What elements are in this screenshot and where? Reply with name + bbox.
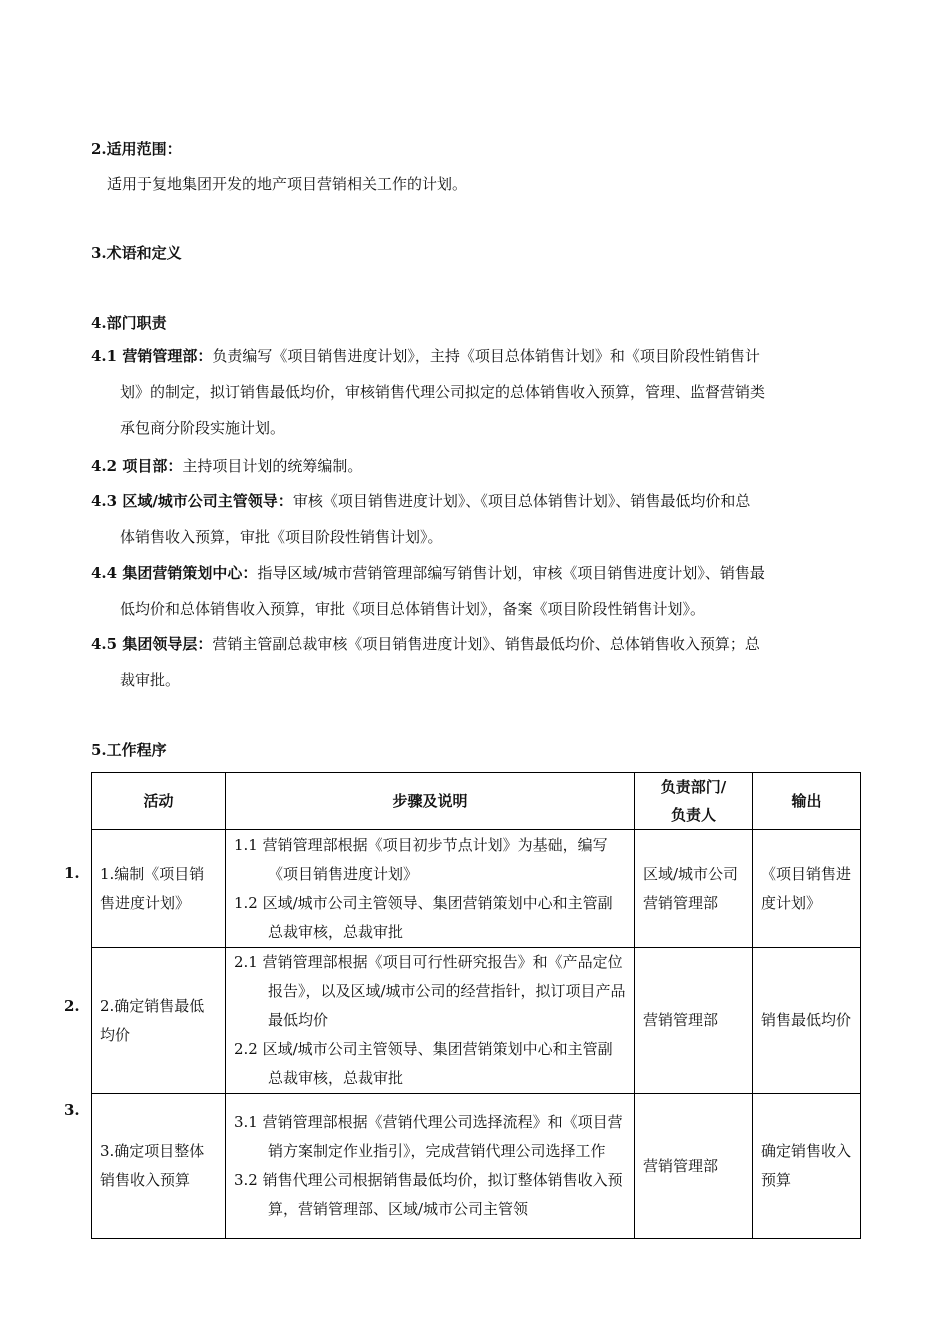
duty-item-4-1 bbox=[91, 338, 861, 446]
activity-cell: 3.确定项目整体销售收入预算 bbox=[92, 1094, 226, 1239]
duty-text: 承包商分阶段实施计划。 bbox=[120, 419, 286, 437]
step-text: 2.2 区域/城市公司主管领导、集团营销策划中心和主管副总裁审核，总裁审批 bbox=[234, 1040, 613, 1087]
duty-text: 指导区域/城市营销管理部编写销售计划，审核《项目销售进度计划》、销售最 bbox=[257, 564, 765, 582]
section-4-title: 4.部门职责 bbox=[91, 314, 167, 332]
section-2-body: 适用于复地集团开发的地产项目营销相关工作的计划。 bbox=[107, 175, 468, 193]
row-number: 2. bbox=[64, 997, 80, 1015]
header-steps: 步骤及说明 bbox=[226, 773, 635, 830]
step-text: 2.1 营销管理部根据《项目可行性研究报告》和《产品定位报告》，以及区域/城市公司的经营指针，拟订项目产品最低均价 bbox=[234, 953, 626, 1029]
duty-text: 裁审批。 bbox=[120, 671, 181, 689]
table-row bbox=[92, 1094, 861, 1239]
duty-label: 4.1 营销管理部： bbox=[91, 347, 213, 365]
duty-text: 低均价和总体销售收入预算，审批《项目总体销售计划》，备案《项目阶段性销售计划》。 bbox=[120, 600, 706, 618]
step-text: 3.1 营销管理部根据《营销代理公司选择流程》和《项目营销方案制定作业指引》，完成营销代理公司选择工作 bbox=[234, 1113, 623, 1160]
header-dept bbox=[635, 773, 753, 830]
duty-text: 审核《项目销售进度计划》、《项目总体销售计划》、销售最低均价和总 bbox=[292, 492, 751, 510]
output-cell: 销售最低均价 bbox=[753, 948, 861, 1094]
activity-cell: 2.确定销售最低均价 bbox=[92, 948, 226, 1094]
header-activity: 活动 bbox=[92, 773, 226, 830]
steps-cell bbox=[226, 1094, 635, 1239]
table-header-row bbox=[92, 773, 861, 830]
step-text: 1.2 区域/城市公司主管领导、集团营销策划中心和主管副总裁审核，总裁审批 bbox=[234, 893, 613, 941]
steps-cell bbox=[226, 948, 635, 1094]
duty-label: 4.2 项目部： bbox=[91, 457, 183, 475]
duty-text: 负责编写《项目销售进度计划》，主持《项目总体销售计划》和《项目阶段性销售计 bbox=[212, 347, 760, 365]
section-5-title: 5.工作程序 bbox=[91, 741, 167, 759]
header-output: 输出 bbox=[753, 773, 861, 830]
dept-cell: 区域/城市公司营销管理部 bbox=[635, 830, 753, 948]
table-row bbox=[92, 948, 861, 1094]
duty-text: 主持项目计划的统筹编制。 bbox=[182, 457, 363, 475]
output-cell: 确定销售收入预算 bbox=[753, 1094, 861, 1239]
dept-cell: 营销管理部 bbox=[635, 1094, 753, 1239]
row-number: 1. bbox=[64, 864, 80, 882]
duty-text: 营销主管副总裁审核《项目销售进度计划》、销售最低均价、总体销售收入预算；总 bbox=[212, 635, 760, 653]
duty-label: 4.4 集团营销策划中心： bbox=[91, 564, 258, 582]
duty-label: 4.3 区域/城市公司主管领导： bbox=[91, 492, 293, 510]
step-text: 3.2 销售代理公司根据销售最低均价，拟订整体销售收入预算，营销管理部、区域/城市公司主管领 bbox=[234, 1171, 623, 1218]
steps-cell bbox=[226, 830, 635, 948]
section-2-title: 2.适用范围： bbox=[91, 140, 182, 158]
duty-text: 体销售收入预算，审批《项目阶段性销售计划》。 bbox=[120, 528, 443, 546]
step-text: 1.1 营销管理部根据《项目初步节点计划》为基础，编写《项目销售进度计划》 bbox=[234, 835, 608, 883]
duty-item-4-4 bbox=[91, 555, 861, 627]
header-dept-line: 负责部门/ bbox=[660, 778, 727, 796]
header-dept-line: 负责人 bbox=[670, 806, 716, 824]
dept-cell: 营销管理部 bbox=[635, 948, 753, 1094]
output-cell: 《项目销售进度计划》 bbox=[753, 830, 861, 948]
duty-item-4-5 bbox=[91, 626, 861, 698]
row-number: 3. bbox=[64, 1101, 80, 1119]
section-3-title: 3.术语和定义 bbox=[91, 244, 182, 262]
duty-text: 划》的制定，拟订销售最低均价，审核销售代理公司拟定的总体销售收入预算，管理、监督营销类 bbox=[120, 383, 766, 401]
duty-item-4-2 bbox=[91, 448, 861, 484]
table-row bbox=[92, 830, 861, 948]
procedure-table bbox=[91, 772, 861, 1239]
duty-label: 4.5 集团领导层： bbox=[91, 635, 213, 653]
activity-cell: 1.编制《项目销售进度计划》 bbox=[92, 830, 226, 948]
duty-item-4-3 bbox=[91, 483, 861, 555]
